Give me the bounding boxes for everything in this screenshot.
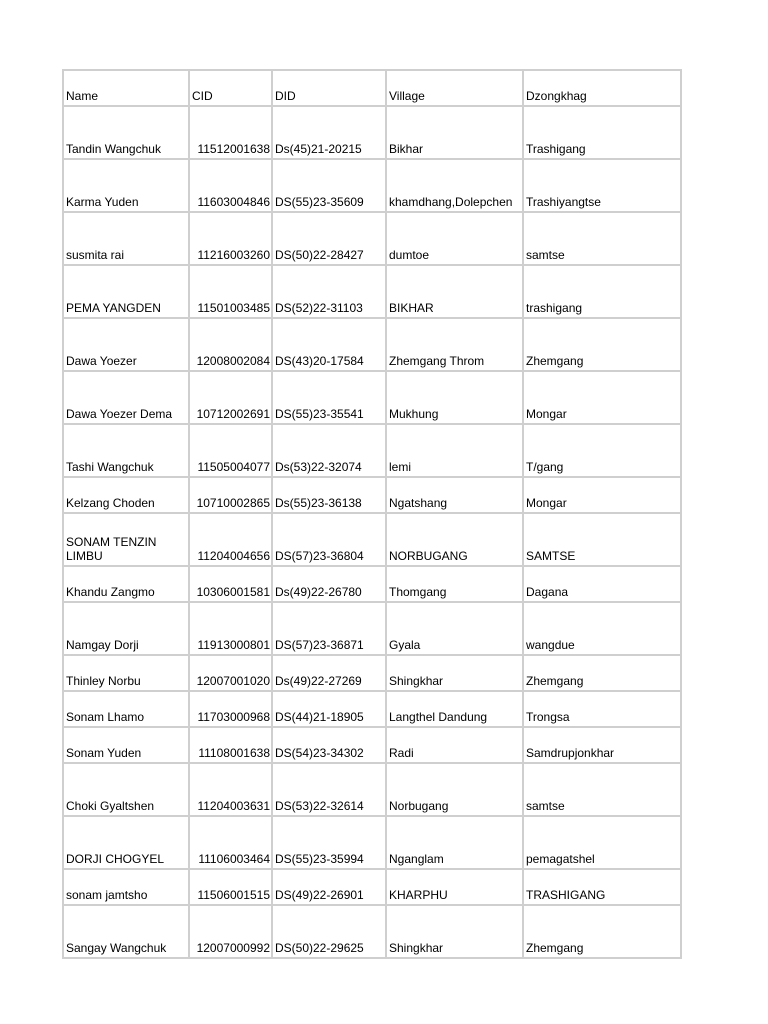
cell-did: DS(49)22-26901 bbox=[272, 869, 386, 905]
cell-dzongkhag: Trongsa bbox=[523, 691, 681, 727]
cell-cid: 11603004846 bbox=[189, 159, 272, 212]
cell-cid: 11204003631 bbox=[189, 763, 272, 816]
cell-cid: 10306001581 bbox=[189, 566, 272, 602]
cell-cid: 12008002084 bbox=[189, 318, 272, 371]
cell-village: Zhemgang Throm bbox=[386, 318, 523, 371]
cell-name: susmita rai bbox=[63, 212, 189, 265]
cell-dzongkhag: wangdue bbox=[523, 602, 681, 655]
table-row bbox=[63, 905, 681, 958]
cell-cid: 11108001638 bbox=[189, 727, 272, 763]
cell-did: DS(55)23-35994 bbox=[272, 816, 386, 869]
table-row bbox=[63, 513, 681, 566]
cell-name: Sonam Lhamo bbox=[63, 691, 189, 727]
cell-village: Shingkhar bbox=[386, 905, 523, 958]
cell-name: Karma Yuden bbox=[63, 159, 189, 212]
cell-cid: 11512001638 bbox=[189, 106, 272, 159]
cell-name: sonam jamtsho bbox=[63, 869, 189, 905]
cell-name: Namgay Dorji bbox=[63, 602, 189, 655]
cell-did: DS(50)22-28427 bbox=[272, 212, 386, 265]
table-row bbox=[63, 106, 681, 159]
table-row bbox=[63, 318, 681, 371]
cell-dzongkhag: samtse bbox=[523, 763, 681, 816]
cell-did: DS(55)23-35609 bbox=[272, 159, 386, 212]
table-row bbox=[63, 424, 681, 477]
cell-village: Mukhung bbox=[386, 371, 523, 424]
cell-dzongkhag: Dagana bbox=[523, 566, 681, 602]
table-row bbox=[63, 159, 681, 212]
cell-village: khamdhang,Dolepchen bbox=[386, 159, 523, 212]
cell-dzongkhag: T/gang bbox=[523, 424, 681, 477]
cell-village: NORBUGANG bbox=[386, 513, 523, 566]
table-row bbox=[63, 212, 681, 265]
cell-did: Ds(49)22-26780 bbox=[272, 566, 386, 602]
data-table bbox=[62, 69, 682, 959]
table-row bbox=[63, 763, 681, 816]
cell-did: Ds(49)22-27269 bbox=[272, 655, 386, 691]
cell-did: DS(57)23-36871 bbox=[272, 602, 386, 655]
cell-did: Ds(55)23-36138 bbox=[272, 477, 386, 513]
cell-name: DORJI CHOGYEL bbox=[63, 816, 189, 869]
spreadsheet-page bbox=[62, 69, 682, 959]
cell-did: Ds(53)22-32074 bbox=[272, 424, 386, 477]
cell-did: DS(43)20-17584 bbox=[272, 318, 386, 371]
table-row bbox=[63, 869, 681, 905]
cell-dzongkhag: trashigang bbox=[523, 265, 681, 318]
table-row bbox=[63, 602, 681, 655]
table-row bbox=[63, 816, 681, 869]
cell-village: Radi bbox=[386, 727, 523, 763]
cell-cid: 12007000992 bbox=[189, 905, 272, 958]
cell-name: Khandu Zangmo bbox=[63, 566, 189, 602]
cell-cid: 11703000968 bbox=[189, 691, 272, 727]
cell-village: Norbugang bbox=[386, 763, 523, 816]
cell-name: Sangay Wangchuk bbox=[63, 905, 189, 958]
cell-village: BIKHAR bbox=[386, 265, 523, 318]
cell-cid: 11505004077 bbox=[189, 424, 272, 477]
cell-dzongkhag: Zhemgang bbox=[523, 318, 681, 371]
cell-did: DS(50)22-29625 bbox=[272, 905, 386, 958]
cell-cid: 11204004656 bbox=[189, 513, 272, 566]
cell-did: DS(44)21-18905 bbox=[272, 691, 386, 727]
cell-village: Gyala bbox=[386, 602, 523, 655]
cell-cid: 12007001020 bbox=[189, 655, 272, 691]
cell-cid: 11913000801 bbox=[189, 602, 272, 655]
cell-cid: 11501003485 bbox=[189, 265, 272, 318]
cell-dzongkhag: Mongar bbox=[523, 477, 681, 513]
table-row bbox=[63, 371, 681, 424]
cell-dzongkhag: samtse bbox=[523, 212, 681, 265]
cell-village: Shingkhar bbox=[386, 655, 523, 691]
cell-name: Tashi Wangchuk bbox=[63, 424, 189, 477]
cell-name: Thinley Norbu bbox=[63, 655, 189, 691]
cell-dzongkhag: Samdrupjonkhar bbox=[523, 727, 681, 763]
cell-village: Bikhar bbox=[386, 106, 523, 159]
cell-name: Tandin Wangchuk bbox=[63, 106, 189, 159]
cell-cid: 11216003260 bbox=[189, 212, 272, 265]
header-row bbox=[63, 70, 681, 106]
cell-did: DS(57)23-36804 bbox=[272, 513, 386, 566]
table-row bbox=[63, 265, 681, 318]
cell-name: PEMA YANGDEN bbox=[63, 265, 189, 318]
header-did: DID bbox=[272, 70, 386, 106]
table-row bbox=[63, 727, 681, 763]
cell-village: Ngatshang bbox=[386, 477, 523, 513]
cell-name: SONAM TENZIN LIMBU bbox=[63, 513, 189, 566]
cell-name: Kelzang Choden bbox=[63, 477, 189, 513]
cell-cid: 10712002691 bbox=[189, 371, 272, 424]
cell-dzongkhag: Zhemgang bbox=[523, 905, 681, 958]
table-row bbox=[63, 691, 681, 727]
cell-dzongkhag: Trashiyangtse bbox=[523, 159, 681, 212]
cell-did: DS(53)22-32614 bbox=[272, 763, 386, 816]
cell-village: Thomgang bbox=[386, 566, 523, 602]
cell-village: dumtoe bbox=[386, 212, 523, 265]
cell-dzongkhag: Trashigang bbox=[523, 106, 681, 159]
table-row bbox=[63, 477, 681, 513]
table-row bbox=[63, 655, 681, 691]
header-village: Village bbox=[386, 70, 523, 106]
cell-did: DS(55)23-35541 bbox=[272, 371, 386, 424]
cell-dzongkhag: SAMTSE bbox=[523, 513, 681, 566]
cell-did: DS(54)23-34302 bbox=[272, 727, 386, 763]
cell-did: DS(52)22-31103 bbox=[272, 265, 386, 318]
cell-name: Choki Gyaltshen bbox=[63, 763, 189, 816]
cell-dzongkhag: Zhemgang bbox=[523, 655, 681, 691]
header-name: Name bbox=[63, 70, 189, 106]
table-row bbox=[63, 566, 681, 602]
header-dzongkhag: Dzongkhag bbox=[523, 70, 681, 106]
cell-name: Sonam Yuden bbox=[63, 727, 189, 763]
cell-village: lemi bbox=[386, 424, 523, 477]
cell-dzongkhag: pemagatshel bbox=[523, 816, 681, 869]
cell-cid: 10710002865 bbox=[189, 477, 272, 513]
cell-dzongkhag: TRASHIGANG bbox=[523, 869, 681, 905]
cell-village: Langthel Dandung bbox=[386, 691, 523, 727]
cell-cid: 11506001515 bbox=[189, 869, 272, 905]
header-cid: CID bbox=[189, 70, 272, 106]
cell-name: Dawa Yoezer Dema bbox=[63, 371, 189, 424]
cell-did: Ds(45)21-20215 bbox=[272, 106, 386, 159]
cell-village: KHARPHU bbox=[386, 869, 523, 905]
cell-dzongkhag: Mongar bbox=[523, 371, 681, 424]
cell-cid: 11106003464 bbox=[189, 816, 272, 869]
cell-village: Nganglam bbox=[386, 816, 523, 869]
cell-name: Dawa Yoezer bbox=[63, 318, 189, 371]
